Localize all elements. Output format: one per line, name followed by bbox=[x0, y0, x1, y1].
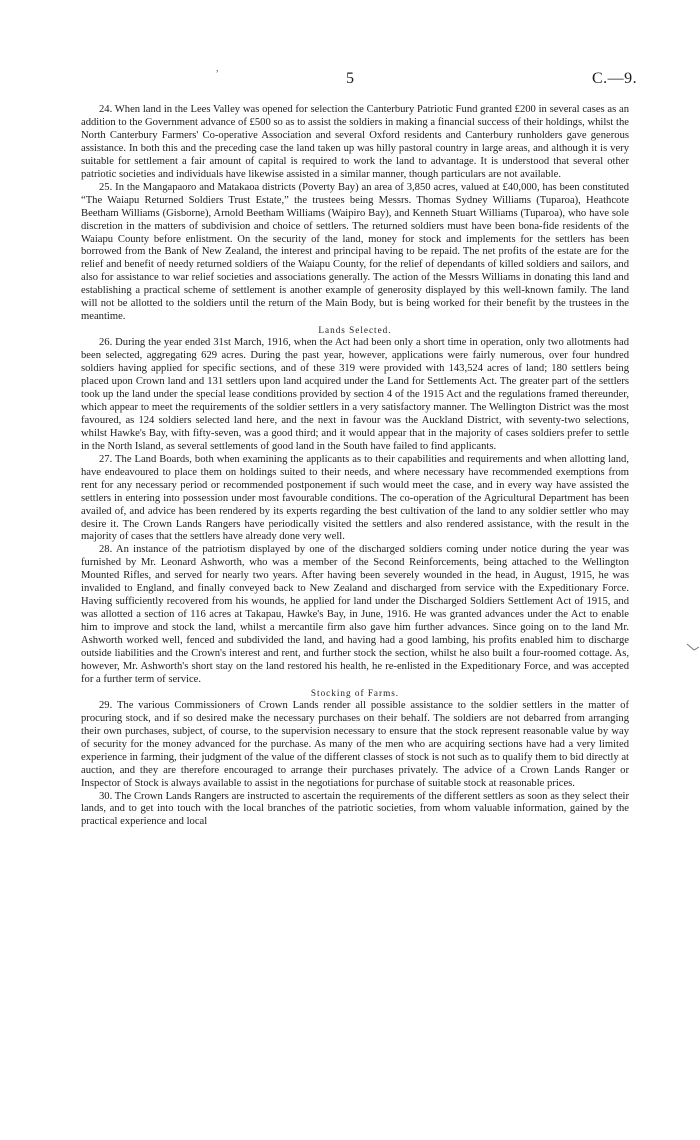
paragraph-28: 28. An instance of the patriotism displayed by one of the discharged soldiers coming under notice during the year was furnished by Mr. Leonard Ashworth, who was a member of the Second Reinforcements, being attached to the Wellington Mounted Rifles, and served for nearly two years. After having been severely wounded in the head, in August, 1915, he was invalided to England, and finally conveyed back to New Zealand and discharged from service with the Expeditionary Force. Having sufficiently recovered from his wounds, he applied for land under the Discharged Soldiers Settlement Act of 1915, and was allotted a section of 116 acres at Takapau, Hawke's Bay, in June, 1916. He was granted advances under the Act to enable him to improve and stock the land, whilst a mercantile firm also gave him further advances. Since going on to the land Mr. Ashworth worked well, fenced and subdivided the land, and having had a good lambing, his profits enabled him to discharge outside liabilities and the Crown's interest and rent, and further stock the section, whilst he also built a four-roomed cottage. As, however, Mr. Ashworth's short stay on the land restored his health, he re-enlisted in the Expeditionary Force, and was accepted for a further term of service. bbox=[81, 544, 629, 685]
document-code: C.—9. bbox=[592, 70, 638, 87]
margin-tick: , bbox=[216, 63, 219, 74]
paragraph-25: 25. In the Mangapaoro and Matakaoa districts (Poverty Bay) an area of 3,850 acres, valued at £40,000, has been constituted “The Waiapu Returned Soldiers Trust Estate,” the trustees being Messrs. Thomas Sydney Williams (Tuparoa), Heathcote Beetham Williams (Gisborne), Arnold Beetham Williams (Waipiro Bay), and Kenneth Stuart Williams (Tuparoa), who have sole discretion in the matters of subdivision and choice of settlers. The returned soldiers must have been bona-fide residents of the Waiapu County before enlistment. On the security of the land, money for stock and implements for the settlers has been borrowed from the Bank of New Zealand, the interest and principal having to be repaid. The net profits of the estate are for the relief and benefit of needy returned soldiers of the Waiapu County, for the relief of dependants of killed soldiers and sailors, and also for assistance to war relief societies and associations generally. The action of the Messrs Williams in donating this land and establishing a practical scheme of settlement is another example of generosity displayed by this well-known family. The land will not be allotted to the soldiers until the return of the Main Body, but is being worked for their benefit by the trustees in the meantime. bbox=[81, 181, 629, 323]
paragraph-24: 24. When land in the Lees Valley was opened for selection the Canterbury Patriotic Fund granted £200 in several cases as an addition to the Government advance of £500 so as to assist the soldiers in making a financial success of their holdings, whilst the North Canterbury Farmers' Co-operative Association and several Oxford residents and Canterbury runholders gave generous assistance. In both this and the preceding case the land taken up was hilly pastoral country in large areas, and although it is very suitable for settlement a fair amount of capital is required to work the land to advantage. It is understood that several other patriotic societies and individuals have likewise assisted in a similar manner, though particulars are not available. bbox=[81, 104, 629, 180]
paragraph-26: 26. During the year ended 31st March, 1916, when the Act had been only a short time in operation, only two allotments had been selected, aggregating 629 acres. During the past year, however, applications were fairly numerous, over four hundred soldiers having applied for specific sections, and of these 319 were provided with 143,524 acres of land; 180 settlers being placed upon Crown land and 131 settlers upon land acquired under the Land for Settlements Act. The greater part of the settlers took up the land under the special lease conditions provided by section 4 of the 1915 Act and the regulations framed thereunder, which appear to meet the requirements of the soldier settlers in a very satisfactory manner. The Wellington District was the most favoured, as 124 soldiers selected land here, and the next in favour was the Auckland District, with seventy-two selections, whilst Hawke's Bay, with fifty-seven, was a good third; and it would appear that in the majority of cases soldiers prefer to settle in the North Island, as several settlements of good land in the South have failed to find applicants. bbox=[81, 337, 629, 452]
margin-check-mark-icon bbox=[686, 640, 700, 654]
page-number: 5 bbox=[346, 70, 354, 87]
report-body bbox=[81, 104, 629, 829]
paragraph-29: 29. The various Commissioners of Crown Lands render all possible assistance to the soldier settlers in the matter of procuring stock, and if so desired make the necessary purchases on their behalf. The soldiers are not debarred from arranging their own purchases, subject, of course, to the supervision necessary to ensure that the stock represent reasonable value by way of security for the money advanced for the purchase. As many of the men who are acquiring sections have had a very limited experience in farming, their judgment of the value of the different classes of stock is not such as to qualify them to bid directly at auction, and they are therefore encouraged to arrange their purchases privately. The advice of a Crown Lands Ranger or Inspector of Stock is always available to assist in the negotiations for purchase of suitable stock at reasonable prices. bbox=[81, 699, 629, 789]
section-heading-stocking-of-farms: Stocking of Farms. bbox=[310, 687, 400, 698]
section-heading-lands-selected: Lands Selected. bbox=[318, 325, 392, 336]
paragraph-27: 27. The Land Boards, both when examining the applicants as to their capabilities and requirements and when allotting land, have endeavoured to place them on holdings suited to their needs, and where necessary have recommended exemptions from rent for any necessary period or recommended postponement if such would meet the case, and in every way have assisted the settlers in entering into possession under most favourable conditions. The co-operation of the Agricultural Department has been availed of, and advice has been rendered by its experts regarding the best cultivation of the land to any soldier settler who may desire it. The Crown Lands Rangers have periodically visited the settlers and also rendered assistance, with the result in the majority of cases that the settlers have already done very well. bbox=[81, 453, 629, 543]
paragraph-30: 30. The Crown Lands Rangers are instructed to ascertain the requirements of the different settlers as soon as they select their lands, and to get into touch with the local branches of the patriotic societies, from whom valuable information, gained by the practical experience and local bbox=[81, 790, 629, 828]
